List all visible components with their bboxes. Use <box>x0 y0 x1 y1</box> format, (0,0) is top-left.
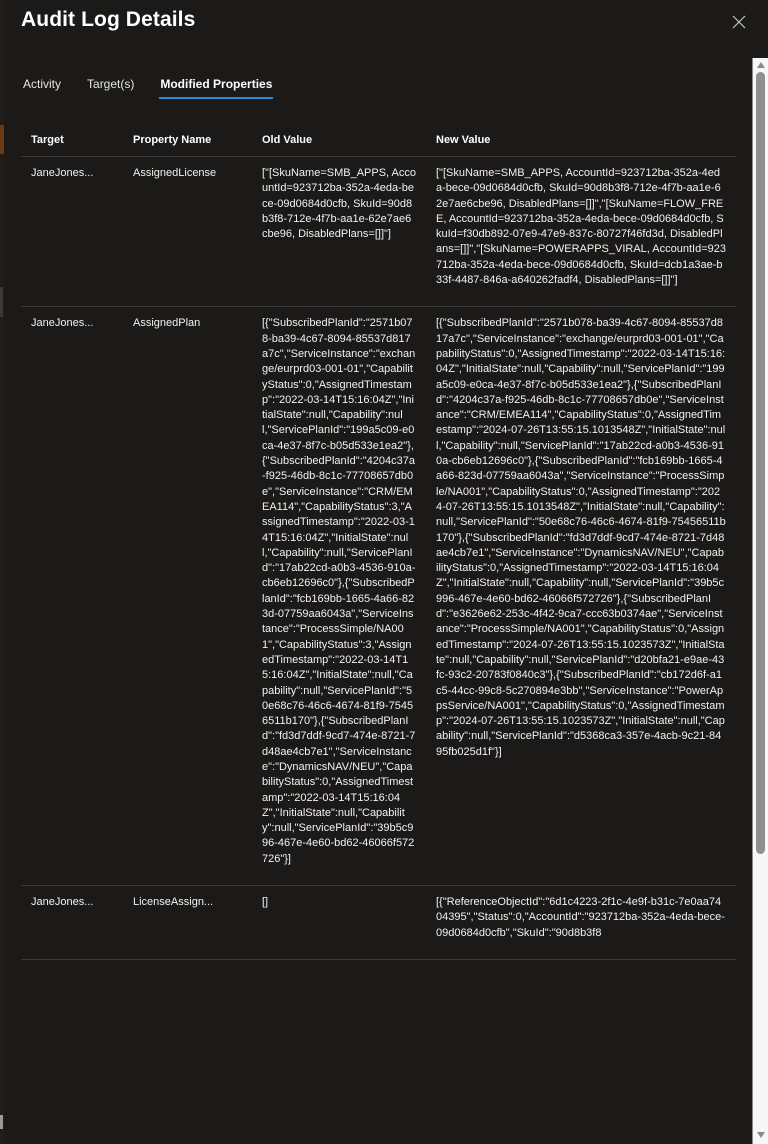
tab-bar <box>23 75 272 101</box>
vertical-scrollbar[interactable] <box>752 58 768 1144</box>
table-row <box>21 886 736 960</box>
column-header-property-name[interactable]: Property Name <box>123 124 252 157</box>
background-page-element <box>0 287 3 317</box>
table-row <box>21 157 736 307</box>
modified-properties-scroll-area[interactable] <box>4 110 754 1144</box>
column-header-old-value[interactable]: Old Value <box>252 124 426 157</box>
new-value-cell: [{"SubscribedPlanId":"2571b078-ba39-4c67-8094-85537d817a7c","ServiceInstance":"exchange/eurprd03-001-01","CapabilityStatus":0,"AssignedTimestamp":"2022-03-14T15:16:04Z","InitialState":null,"Capability":null,"ServicePlanId":"199a5c09-e0ca-4e37-8f7c-b05d533e1ea2"},{"SubscribedPlanId":"4204c37a-f925-46db-8c1c-77708657db0e","ServiceInstance":"CRM/EMEA114","CapabilityStatus":0,"AssignedTimestamp":"2024-07-26T13:55:15.1013548Z","InitialState":null,"Capability":null,"ServicePlanId":"17ab22cd-a0b3-4536-910a-cb6eb12696c0"},{"SubscribedPlanId":"fcb169bb-1665-4a66-823d-07759aa6043a","ServiceInstance":"ProcessSimple/NA001","CapabilityStatus":0,"AssignedTimestamp":"2024-07-26T13:55:15.1013548Z","InitialState":null,"Capability":null,"ServicePlanId":"50e68c76-46c6-4674-81f9-75456511b170"},{"SubscribedPlanId":"fd3d7ddf-9cd7-474e-8721-7d48ae4cb7e1","ServiceInstance":"DynamicsNAV/NEU","CapabilityStatus":0,"AssignedTimestamp":"2022-03-14T15:16:04Z","InitialState":null,"Capability":null,"ServicePlanId":"39b5c996-467e-4e60-bd62-46066f572726"},{"SubscribedPlanId":"e3626e62-253c-4f42-9ca7-ccc63b0374ae","ServiceInstance":"ProcessSimple/NA001","CapabilityStatus":0,"AssignedTimestamp":"2024-07-26T13:55:15.1023573Z","InitialState":null,"Capability":null,"ServicePlanId":"d20bfa21-e9ae-43fc-93c2-20783f0840c3"},{"SubscribedPlanId":"cb172d6f-a1c5-44cc-99c8-5c270894e3bb","ServiceInstance":"PowerAppsService/NA001","CapabilityStatus":0,"AssignedTimestamp":"2024-07-26T13:55:15.1023573Z","InitialState":null,"Capability":null,"ServicePlanId":"d5368ca3-357e-4acb-9c21-8495fb025d1f"}] <box>426 307 736 886</box>
old-value-cell: [] <box>252 886 426 960</box>
table-row <box>21 307 736 886</box>
close-button[interactable] <box>729 12 749 32</box>
new-value-cell: [{"ReferenceObjectId":"6d1c4223-2f1c-4e9f-b31c-7e0aa7404395","Status":0,"AccountId":"923712ba-352a-4eda-bece-09d0684d0cfb","SkuId":"90d8b3f8 <box>426 886 736 960</box>
target-cell: JaneJones... <box>21 307 123 886</box>
old-value-cell: [{"SubscribedPlanId":"2571b078-ba39-4c67-8094-85537d817a7c","ServiceInstance":"exchange/eurprd03-001-01","CapabilityStatus":0,"AssignedTimestamp":"2022-03-14T15:16:04Z","InitialState":null,"Capability":null,"ServicePlanId":"199a5c09-e0ca-4e37-8f7c-b05d533e1ea2"},{"SubscribedPlanId":"4204c37a-f925-46db-8c1c-77708657db0e","ServiceInstance":"CRM/EMEA114","CapabilityStatus":3,"AssignedTimestamp":"2022-03-14T15:16:04Z","InitialState":null,"Capability":null,"ServicePlanId":"17ab22cd-a0b3-4536-910a-cb6eb12696c0"},{"SubscribedPlanId":"fcb169bb-1665-4a66-823d-07759aa6043a","ServiceInstance":"ProcessSimple/NA001","CapabilityStatus":3,"AssignedTimestamp":"2022-03-14T15:16:04Z","InitialState":null,"Capability":null,"ServicePlanId":"50e68c76-46c6-4674-81f9-75456511b170"},{"SubscribedPlanId":"fd3d7ddf-9cd7-474e-8721-7d48ae4cb7e1","ServiceInstance":"DynamicsNAV/NEU","CapabilityStatus":0,"AssignedTimestamp":"2022-03-14T15:16:04Z","InitialState":null,"Capability":null,"ServicePlanId":"39b5c996-467e-4e60-bd62-46066f572726"}] <box>252 307 426 886</box>
property-name-cell: AssignedPlan <box>123 307 252 886</box>
audit-log-details-panel <box>4 0 768 1144</box>
property-name-cell: LicenseAssign... <box>123 886 252 960</box>
target-cell: JaneJones... <box>21 886 123 960</box>
background-page-element <box>0 1115 3 1129</box>
tab-activity[interactable]: Activity <box>23 77 62 91</box>
property-name-cell: AssignedLicense <box>123 157 252 307</box>
close-icon <box>729 12 749 32</box>
panel-title: Audit Log Details <box>21 8 196 31</box>
scrollbar-thumb[interactable] <box>756 72 765 854</box>
tab-targets[interactable]: Target(s) <box>87 77 135 91</box>
scroll-down-arrow-icon[interactable] <box>757 1132 765 1138</box>
table-header-row <box>21 124 736 157</box>
column-header-target[interactable]: Target <box>21 124 123 157</box>
column-header-new-value[interactable]: New Value <box>426 124 736 157</box>
target-cell: JaneJones... <box>21 157 123 307</box>
new-value-cell: ["[SkuName=SMB_APPS, AccountId=923712ba-352a-4eda-bece-09d0684d0cfb, SkuId=90d8b3f8-712e-4f7b-aa1e-62e7ae6cbe96, DisabledPlans=[]]","[SkuName=FLOW_FREE, AccountId=923712ba-352a-4eda-bece-09d0684d0cfb, SkuId=f30db892-07e9-47e9-837c-80727f46fd3d, DisabledPlans=[]]","[SkuName=POWERAPPS_VIRAL, AccountId=923712ba-352a-4eda-bece-09d0684d0cfb, SkuId=dcb1a3ae-b33f-4487-846a-a640262fadf4, DisabledPlans=[]]"] <box>426 157 736 307</box>
scroll-up-arrow-icon[interactable] <box>757 62 765 68</box>
modified-properties-table <box>21 124 736 960</box>
old-value-cell: ["[SkuName=SMB_APPS, AccountId=923712ba-352a-4eda-bece-09d0684d0cfb, SkuId=90d8b3f8-712e-4f7b-aa1e-62e7ae6cbe96, DisabledPlans=[]]"] <box>252 157 426 307</box>
tab-modified-properties[interactable]: Modified Properties <box>160 75 272 99</box>
